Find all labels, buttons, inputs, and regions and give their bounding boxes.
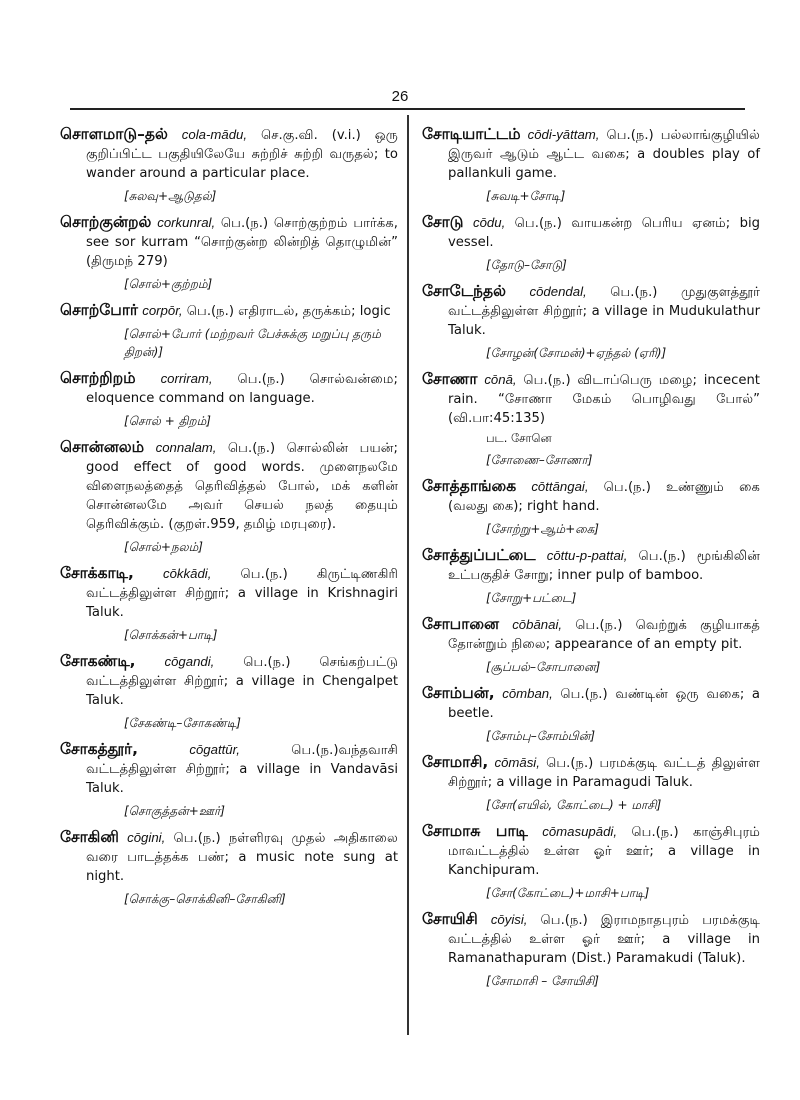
entry-definition-line [60,301,398,321]
headword: சோகினி [60,828,119,846]
transliteration: cōttu-p-pattai, [546,548,628,563]
definition-text: செ.கு.வி. (v.i.) ஒரு குறிப்பிட்ட பகுதியிலேயே சுற்றிச் சுற்றி வருதல்; to wander around a particular place. [86,128,399,181]
definition-text: பெ.(ந.) வாயகன்ற பெரிய ஏனம்; big vessel. [448,216,760,250]
dictionary-entry [422,125,760,205]
entry-definition-line [422,477,760,516]
definition-text: பெ.(ந.) பரமக்குடி வட்டத் திலுள்ள சிற்றூர்; a village in Paramagudi Taluk. [448,756,760,790]
transliteration: cola-mādu, [181,127,248,142]
dictionary-entry [422,546,760,607]
headword: சொளமாடு–தல் [60,125,168,143]
dictionary-entry [60,740,398,820]
definition-text: பெ.(ந.) மூங்கிலின் உட்பகுதிச் சோறு; inner pulp of bamboo. [448,549,760,583]
etymology: [சேகண்டி–சோகண்டி] [124,716,241,730]
transliteration: cōgattūr, [189,742,240,757]
dictionary-entry [60,828,398,908]
header-rule [70,108,745,110]
page-number: 26 [391,88,409,105]
entry-definition-line [60,652,398,710]
entry-definition-line [422,615,760,654]
entry-definition-line [422,282,760,340]
definition-text: பெ.(ந.) சொற்குற்றம் பார்க்க, see sor kurram “சொற்குன்ற லின்றித் தொழுமின்” (திருமந் 279) [86,216,398,269]
cognate-note: பட. சோனெ [486,431,552,445]
definition-text: பெ.(ந.) வெற்றுக் குழியாகத் தோன்றும் நிலை; appearance of an empty pit. [448,618,760,652]
right-column [422,125,760,998]
dictionary-entry [60,369,398,430]
headword: சோடேந்தல் [422,282,506,300]
dictionary-entry [422,213,760,274]
transliteration: corkunral, [157,215,216,230]
headword: சொற்றிறம் [60,369,136,387]
headword: சோக்காடி, [60,564,134,582]
headword: சொற்குன்றல் [60,213,152,231]
definition-text: பெ.(ந.) வண்டின் ஒரு வகை; a beetle. [448,687,760,721]
etymology: [சூப்பல்–சோபானை] [486,660,601,674]
etymology: [சோ(கோட்டை)+மாசி+பாடி] [486,886,650,900]
etymology: [சோமாசி – சோயிசி] [486,974,599,988]
entry-definition-line [60,213,398,271]
transliteration: corriram, [160,371,213,386]
etymology: [சோம்பு–சோம்பின்] [486,729,596,743]
column-divider [407,115,409,1035]
definition-text: பெ.(ந.) கிருட்டிணகிரி வட்டத்திலுள்ள சிற்றூர்; a village in Krishnagiri Taluk. [86,567,398,620]
headword: சோம்பன், [422,684,495,702]
definition-text: பெ.(ந.) உண்ணும் கை (வலது கை); right hand. [448,480,760,514]
dictionary-entry [422,684,760,745]
transliteration: cōkkādi, [163,566,212,581]
headword: சொற்போர் [60,301,139,319]
transliteration: cōnā, [484,372,517,387]
transliteration: cōttāngai, [531,479,589,494]
definition-text: பெ.(ந.)வந்தவாசி வட்டத்திலுள்ள சிற்றூர்; a village in Vandavāsi Taluk. [86,743,398,796]
etymology: [சுலவு+ஆடுதல்] [124,189,217,203]
definition-text: பெ.(ந.) நள்ளிரவு முதல் அதிகாலை வரை பாடத்தக்க பண்; a music note sung at night. [86,831,398,884]
headword: சோமாசி, [422,753,489,771]
transliteration: cōdu, [472,215,506,230]
etymology: [சோழன்(சோமன்)+ஏந்தல் (ஏரி)] [486,346,667,360]
left-column [60,125,398,916]
entry-definition-line [422,910,760,968]
entry-definition-line [60,564,398,622]
dictionary-entry [422,282,760,362]
definition-text: பெ.(ந.) விடாப்பெரு மழை; incecent rain. “சோணா மேகம் பொழிவது போல்” (வி.பா:45:135) [448,373,760,426]
dictionary-entry [60,213,398,293]
definition-text: பெ.(ந.) சொல்லின் பயன்; good effect of good words. முளைநலமே விளைநலத்தைத் தெரிவித்தல் போல், மக் களின் சொன்னலமே அவர் செயல் நலத் தையும் தெரிவிக்கும். (குறள்.959, தமிழ் மரபுரை). [86,441,398,532]
dictionary-entry [422,370,760,469]
entry-definition-line [422,753,760,792]
dictionary-entry [60,564,398,644]
definition-text: பெ.(ந.) சொல்வன்மை; eloquence command on language. [86,372,398,406]
headword: சொன்னலம் [60,438,145,456]
definition-text: பெ.(ந.) இராமநாதபுரம் பரமக்குடி வட்டத்தில் உள்ள ஓர் ஊர்; a village in Ramanathapuram (Dist.) Paramakudi (Taluk). [448,913,761,966]
transliteration: cōdi-yāttam, [527,127,600,142]
entry-definition-line [422,822,760,880]
etymology: [சொல் + திறம்] [124,414,211,428]
entry-definition-line [422,684,760,723]
entry-definition-line [422,546,760,585]
entry-definition-line [422,125,760,183]
etymology: [சொக்கன்+பாடி] [124,628,218,642]
dictionary-entry [422,615,760,676]
headword: சோகண்டி, [60,652,136,670]
entry-definition-line [60,828,398,886]
definition-text: பெ.(ந.) பல்லாங்குழியில் இருவர் ஆடும் ஆட்ட வகை; a doubles play of pallankuli game. [448,128,760,181]
dictionary-entry [60,301,398,361]
transliteration: cōmban, [502,686,553,701]
dictionary-entry [60,652,398,732]
definition-text: பெ.(ந.) முதுகுளத்தூர் வட்டத்திலுள்ள சிற்றூர்; a village in Mudukulathur Taluk. [448,285,760,338]
transliteration: cōyisi, [490,912,528,927]
transliteration: cōgandi, [164,654,215,669]
headword: சோமாசு பாடி [422,822,528,840]
headword: சோணா [422,370,478,388]
etymology: [சோற்று+ஆம்+கை] [486,522,599,536]
entry-definition-line [422,213,760,252]
transliteration: connalam, [155,440,217,455]
transliteration: corpōr, [142,303,183,318]
transliteration: cōdendal, [529,284,587,299]
etymology: [சோறு+பட்டை] [486,591,577,605]
entry-definition-line [60,740,398,798]
etymology: [சொகுத்தன்+ஊர்] [124,804,225,818]
dictionary-entry [422,477,760,538]
definition-text: பெ.(ந.) செங்கற்பட்டு வட்டத்திலுள்ள சிற்றூர்; a village in Chengalpet Taluk. [86,655,398,708]
etymology: [சொல்+நலம்] [124,540,203,554]
etymology: [சொக்கு–சொக்கினி–சோகினி] [124,892,286,906]
entry-definition-line [60,125,398,183]
headword: சோடியாட்டம் [422,125,521,143]
dictionary-entry [422,822,760,902]
dictionary-entry [60,438,398,556]
headword: சோத்துப்பட்டை [422,546,536,564]
definition-text: பெ.(ந.) காஞ்சிபுரம் மாவட்டத்தில் உள்ள ஓர் ஊர்; a village in Kanchipuram. [448,825,761,878]
definition-text: பெ.(ந.) எதிராடல், தருக்கம்; logic [186,304,391,319]
transliteration: cōbānai, [512,617,563,632]
dictionary-entry [422,910,760,990]
entry-definition-line [60,438,398,534]
entry-definition-line [60,369,398,408]
etymology: [சோணை–சோணா] [486,453,593,467]
etymology: [சுவடி+சோடி] [486,189,566,203]
transliteration: cōmasupādi, [542,824,618,839]
entry-definition-line [422,370,760,428]
headword: சோபானை [422,615,500,633]
etymology: [சொல்+போர் (மற்றவர் பேச்சுக்கு மறுப்பு தரும் திறன்)] [124,327,381,359]
headword: சோடு [422,213,464,231]
etymology: [சோ(எயில், கோட்டை) + மாசி] [486,798,662,812]
etymology: [தோடு–சோடு] [486,258,567,272]
transliteration: cōgini, [127,830,166,845]
headword: சோகத்தூர், [60,740,139,758]
transliteration: cōmāsi, [494,755,540,770]
etymology: [சொல்+குற்றம்] [124,277,213,291]
headword: சோத்தாங்கை [422,477,517,495]
headword: சோயிசி [422,910,478,928]
dictionary-entry [60,125,398,205]
dictionary-entry [422,753,760,814]
